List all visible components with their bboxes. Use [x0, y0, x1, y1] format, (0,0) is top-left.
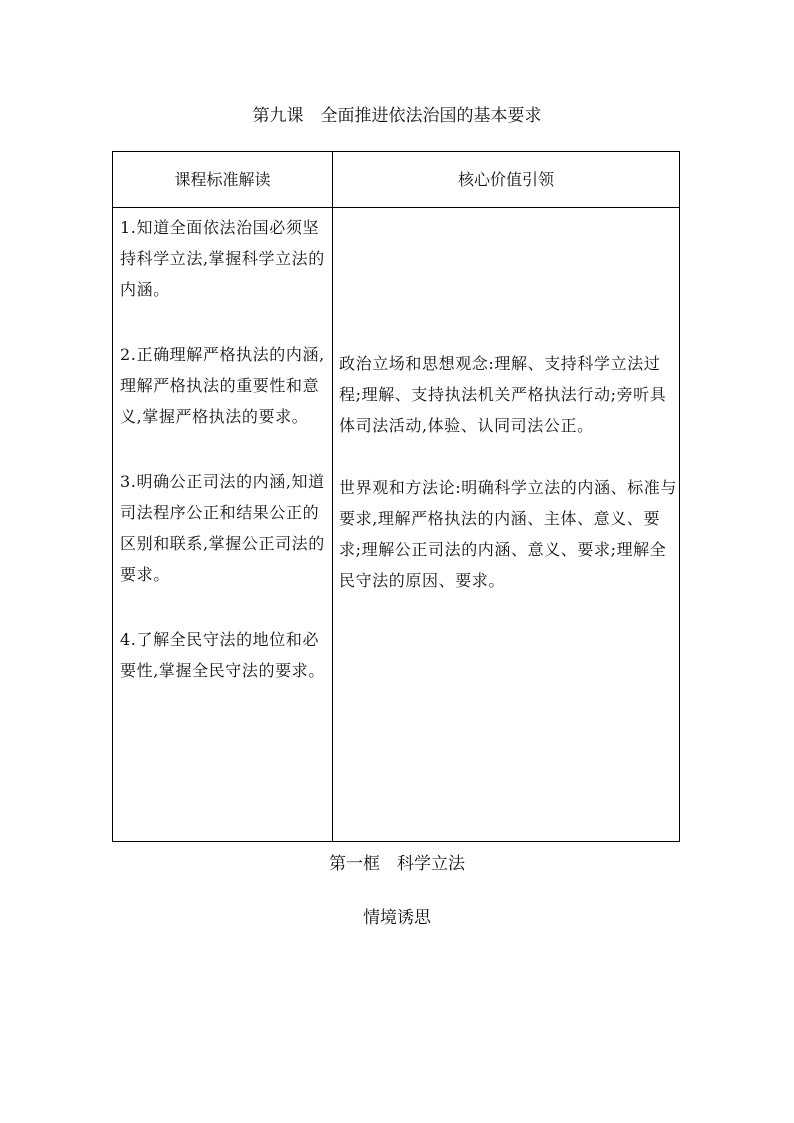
standard-item-1: 1.知道全面依法治国必须坚持科学立法,掌握科学立法的内涵。 — [120, 218, 325, 299]
lesson-title: 第九课 全面推进依法治国的基本要求 — [252, 106, 542, 126]
core-values-cell — [339, 348, 677, 627]
section-title: 第一框 科学立法 — [329, 854, 465, 874]
header-curriculum-standards: 课程标准解读 — [174, 170, 271, 189]
header-divider — [113, 207, 679, 208]
header-core-values: 核心价值引领 — [457, 170, 554, 189]
column-divider — [332, 152, 333, 841]
curriculum-standards-cell — [120, 212, 326, 686]
value-item-political: 政治立场和思想观念:理解、支持科学立法过程;理解、支持执法机关严格执法行动;旁听具体司法活动,体验、认同司法公正。 — [339, 354, 667, 435]
standards-table — [112, 151, 680, 842]
standard-item-2: 2.正确理解严格执法的内涵,理解严格执法的重要性和意义,掌握严格执法的要求。 — [120, 345, 325, 426]
standard-item-4: 4.了解全民守法的地位和必要性,掌握全民守法的要求。 — [120, 630, 325, 680]
value-item-worldview: 世界观和方法论:明确科学立法的内涵、标准与要求,理解严格执法的内涵、主体、意义、要求;理解公正司法的内涵、意义、要求;理解全民守法的原因、要求。 — [339, 478, 677, 590]
standard-item-3: 3.明确公正司法的内涵,知道司法程序公正和结果公正的区别和联系,掌握公正司法的要求。 — [120, 472, 325, 584]
subsection-title: 情境诱思 — [363, 908, 431, 928]
